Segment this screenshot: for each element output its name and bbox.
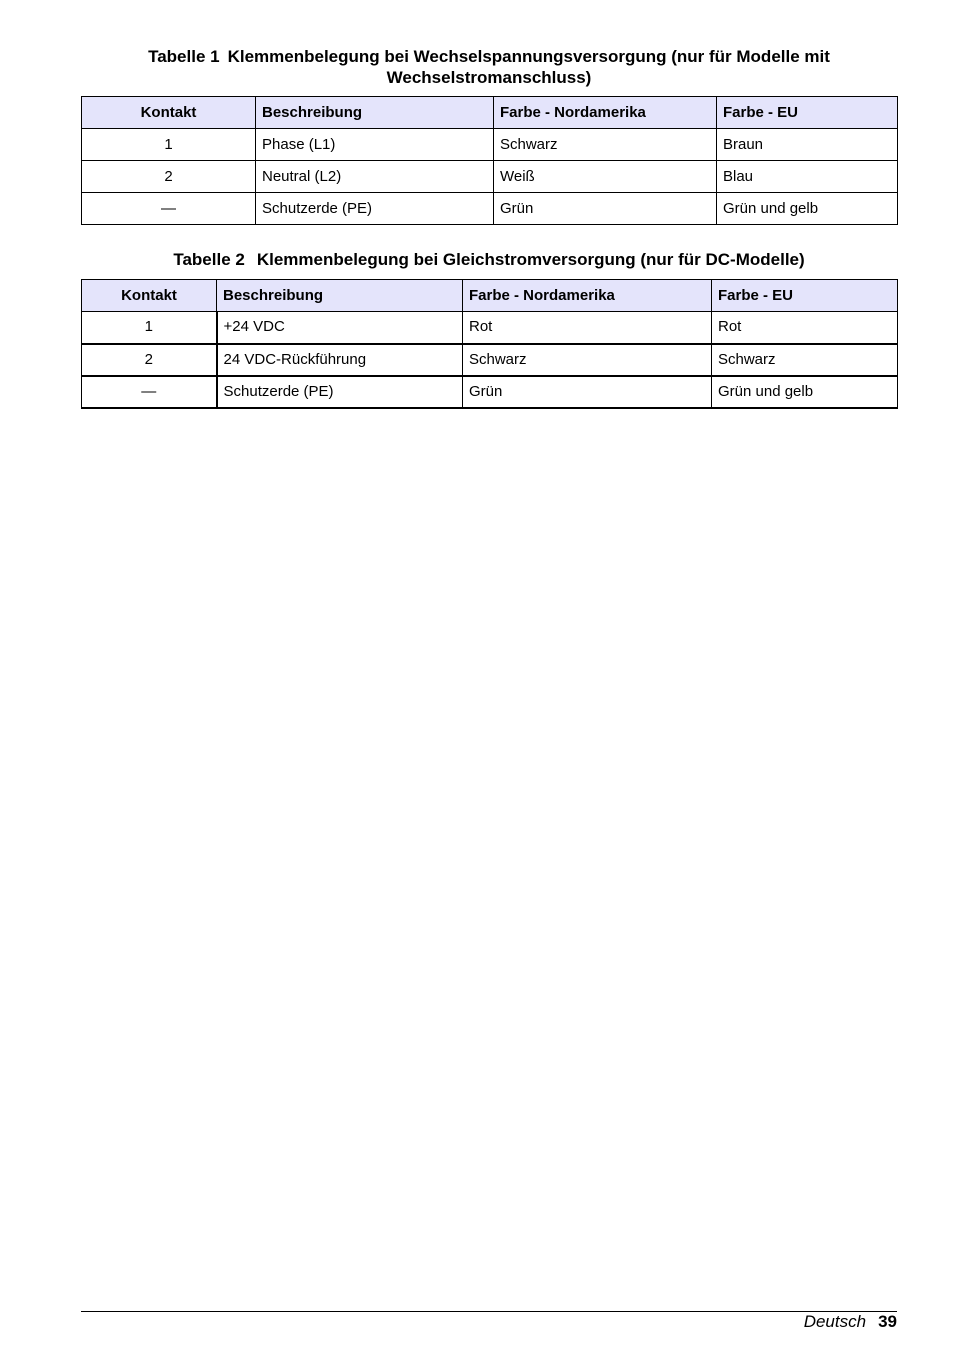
table1-cell-beschreibung: Phase (L1) xyxy=(256,129,494,161)
table2-header-beschreibung: Beschreibung xyxy=(217,280,463,312)
table1-cell-farbe-eu: Blau xyxy=(717,161,898,193)
table1-cell-beschreibung: Neutral (L2) xyxy=(256,161,494,193)
table1-cell-kontakt: — xyxy=(82,193,256,225)
table2-cell-farbe-nordamerika: Schwarz xyxy=(463,344,712,376)
table-row xyxy=(82,312,898,344)
table1-cell-beschreibung: Schutzerde (PE) xyxy=(256,193,494,225)
table2-caption xyxy=(81,249,897,270)
table2-cell-beschreibung: +24 VDC xyxy=(217,312,463,344)
page-number: 39 xyxy=(878,1312,897,1331)
table1-cell-farbe-nordamerika: Grün xyxy=(494,193,717,225)
footer-language: Deutsch xyxy=(803,1312,867,1331)
table2-caption-text: Klemmenbelegung bei Gleichstromversorgung (nur für DC-Modelle) xyxy=(256,250,805,269)
table-row xyxy=(82,376,898,408)
table-row xyxy=(82,129,898,161)
table1-header-farbe-eu: Farbe - EU xyxy=(717,97,898,129)
table1-header-row xyxy=(82,97,898,129)
table2-header-farbe-eu: Farbe - EU xyxy=(712,280,898,312)
footer-divider xyxy=(81,1311,897,1312)
table1-caption-label: Tabelle 1 xyxy=(148,47,220,66)
table1-cell-farbe-nordamerika: Schwarz xyxy=(494,129,717,161)
table1-cell-kontakt: 1 xyxy=(82,129,256,161)
page-footer xyxy=(804,1312,897,1332)
table2-cell-farbe-eu: Grün und gelb xyxy=(712,376,898,408)
table2-cell-kontakt: — xyxy=(82,376,217,408)
table1-caption-text: Klemmenbelegung bei Wechselspannungsversorgung (nur für Modelle mit Wechselstromanschluss) xyxy=(227,47,830,87)
table1-cell-farbe-eu: Braun xyxy=(717,129,898,161)
table2-cell-kontakt: 2 xyxy=(82,344,217,376)
table-row xyxy=(82,161,898,193)
table2-cell-beschreibung: Schutzerde (PE) xyxy=(217,376,463,408)
table2-cell-farbe-nordamerika: Rot xyxy=(463,312,712,344)
table1-cell-farbe-nordamerika: Weiß xyxy=(494,161,717,193)
table1-header-kontakt: Kontakt xyxy=(82,97,256,129)
table1-header-farbe-nordamerika: Farbe - Nordamerika xyxy=(494,97,717,129)
table-row xyxy=(82,193,898,225)
table2-header-row xyxy=(82,280,898,312)
table-row xyxy=(82,344,898,376)
table2-caption-label: Tabelle 2 xyxy=(173,250,245,269)
table2-cell-farbe-eu: Schwarz xyxy=(712,344,898,376)
table1-cell-kontakt: 2 xyxy=(82,161,256,193)
table2-cell-farbe-nordamerika: Grün xyxy=(463,376,712,408)
table2-header-farbe-nordamerika: Farbe - Nordamerika xyxy=(463,280,712,312)
table2 xyxy=(81,279,898,409)
table2-cell-farbe-eu: Rot xyxy=(712,312,898,344)
table2-header-kontakt: Kontakt xyxy=(82,280,217,312)
table1-cell-farbe-eu: Grün und gelb xyxy=(717,193,898,225)
table1 xyxy=(81,96,898,225)
table2-cell-beschreibung: 24 VDC-Rückführung xyxy=(217,344,463,376)
table1-caption xyxy=(81,46,897,88)
table2-cell-kontakt: 1 xyxy=(82,312,217,344)
table1-header-beschreibung: Beschreibung xyxy=(256,97,494,129)
